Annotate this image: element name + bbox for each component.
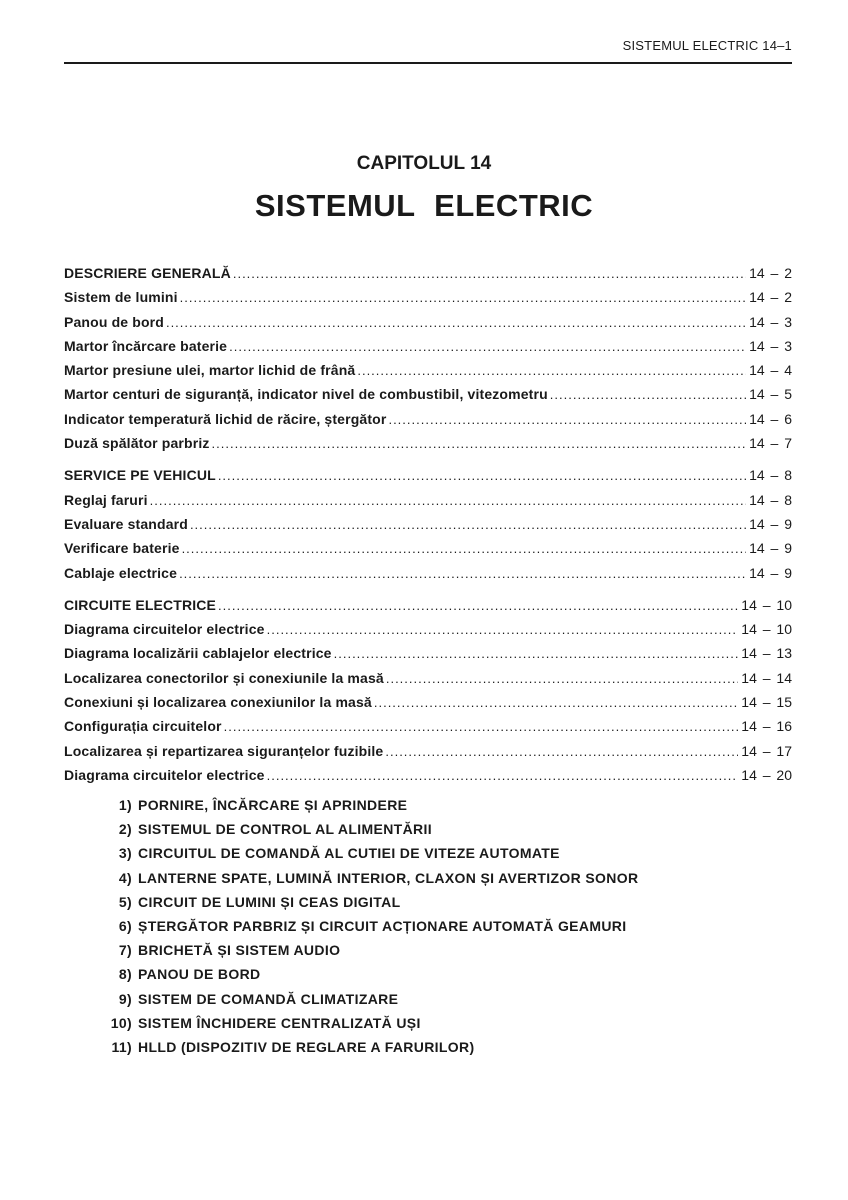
toc-entry-label: Martor încărcare baterie — [64, 337, 228, 354]
toc-entry[interactable] — [64, 265, 792, 289]
circuit-list-text: SISTEM ÎNCHIDERE CENTRALIZATĂ UȘI — [138, 1014, 421, 1031]
circuit-list-item — [96, 942, 786, 966]
toc-dot-leader — [550, 387, 746, 402]
circuit-list-item — [96, 918, 786, 942]
circuit-list-number: 2) — [118, 821, 132, 838]
toc-entry-label: Verificare baterie — [64, 540, 180, 557]
circuit-list-text: LANTERNE SPATE, LUMINĂ INTERIOR, CLAXON ȘI AVERTIZOR SONOR — [138, 869, 639, 886]
toc-entry-label: Diagrama circuitelor electrice — [64, 621, 265, 638]
toc-entry[interactable] — [64, 670, 792, 694]
toc-entry-label: Evaluare standard — [64, 515, 188, 532]
circuit-list-text: SISTEMUL DE CONTROL AL ALIMENTĂRII — [138, 821, 432, 838]
toc-entry[interactable] — [64, 621, 792, 645]
chapter-title: SISTEMUL ELECTRIC — [254, 188, 594, 223]
toc-entry-label: Diagrama localizării cablajelor electrice — [64, 645, 332, 662]
toc-entry-page: 14 – 9 — [749, 564, 792, 581]
toc-dot-leader — [374, 695, 738, 710]
toc-dot-leader — [388, 412, 746, 427]
toc-entry-page: 14 – 6 — [749, 410, 792, 427]
circuit-list-number: 6) — [118, 917, 132, 934]
toc-entry[interactable] — [64, 540, 792, 564]
circuit-list-text: SISTEM DE COMANDĂ CLIMATIZARE — [138, 990, 399, 1007]
toc-entry-label: Martor centuri de siguranță, indicator nivel de combustibil, vitezometru — [64, 386, 548, 403]
toc-entry[interactable] — [64, 694, 792, 718]
toc-dot-leader — [386, 671, 738, 686]
toc-entry[interactable] — [64, 411, 792, 435]
circuit-list-text: CIRCUIT DE LUMINI ȘI CEAS DIGITAL — [138, 893, 401, 910]
circuit-list-number: 10) — [110, 1014, 132, 1031]
circuit-list-number: 9) — [118, 990, 132, 1007]
running-header: SISTEMUL ELECTRIC 14–1 — [622, 38, 792, 53]
circuit-diagram-list — [96, 797, 786, 1063]
toc-dot-leader — [190, 517, 746, 532]
toc-entry-page: 14 – 8 — [749, 467, 792, 484]
circuit-list-number: 4) — [118, 869, 132, 886]
toc-entry-page: 14 – 17 — [741, 742, 792, 759]
toc-dot-leader — [218, 598, 738, 613]
toc-entry[interactable] — [64, 718, 792, 742]
circuit-list-number: 11) — [111, 1038, 132, 1055]
circuit-list-item — [96, 1039, 786, 1063]
circuit-list-item — [96, 966, 786, 990]
toc-entry-page: 14 – 4 — [749, 362, 792, 379]
circuit-list-item — [96, 991, 786, 1015]
toc-entry-label: Martor presiune ulei, martor lichid de frână — [64, 362, 356, 379]
circuit-list-text: CIRCUITUL DE COMANDĂ AL CUTIEI DE VITEZE AUTOMATE — [138, 845, 560, 862]
toc-entry[interactable] — [64, 743, 792, 767]
toc-section — [64, 597, 792, 791]
toc-entry[interactable] — [64, 386, 792, 410]
toc-dot-leader — [334, 646, 739, 661]
toc-entry-page: 14 – 14 — [741, 669, 792, 686]
toc-entry-page: 14 – 9 — [749, 540, 792, 557]
toc-entry-label: Conexiuni și localizarea conexiunilor la masă — [64, 694, 372, 711]
toc-entry-page: 14 – 13 — [741, 645, 792, 662]
toc-dot-leader — [212, 436, 747, 451]
toc-entry[interactable] — [64, 314, 792, 338]
toc-dot-leader — [180, 290, 746, 305]
toc-entry-page: 14 – 10 — [741, 596, 792, 613]
toc-entry-label: Cablaje electrice — [64, 564, 178, 581]
toc-dot-leader — [233, 266, 746, 281]
chapter-label: CAPITOLUL 14 — [356, 153, 492, 174]
toc-entry-page: 14 – 7 — [749, 435, 792, 452]
toc-dot-leader — [179, 566, 746, 581]
toc-dot-leader — [267, 768, 739, 783]
table-of-contents — [64, 265, 792, 799]
circuit-list-item — [96, 894, 786, 918]
toc-entry-label: SERVICE PE VEHICUL — [64, 467, 216, 484]
toc-dot-leader — [229, 339, 746, 354]
toc-entry-label: DESCRIERE GENERALĂ — [64, 265, 231, 281]
toc-dot-leader — [218, 468, 746, 483]
toc-entry-label: Panou de bord — [64, 313, 164, 330]
toc-entry-label: Duză spălător parbriz — [64, 435, 210, 452]
toc-entry-page: 14 – 5 — [749, 386, 792, 403]
toc-dot-leader — [267, 622, 739, 637]
toc-entry-page: 14 – 2 — [749, 289, 792, 306]
toc-entry-page: 14 – 2 — [749, 265, 792, 281]
circuit-list-item — [96, 821, 786, 845]
toc-entry-label: CIRCUITE ELECTRICE — [64, 596, 217, 613]
circuit-list-text: PANOU DE BORD — [138, 966, 261, 983]
toc-entry-page: 14 – 10 — [741, 621, 792, 638]
toc-entry-label: Diagrama circuitelor electrice — [64, 766, 265, 783]
circuit-list-number: 5) — [118, 893, 132, 910]
toc-entry[interactable] — [64, 338, 792, 362]
header-rule — [64, 62, 792, 64]
toc-entry[interactable] — [64, 645, 792, 669]
circuit-list-number: 1) — [118, 797, 132, 813]
circuit-list-item — [96, 1015, 786, 1039]
toc-entry[interactable] — [64, 362, 792, 386]
toc-section — [64, 265, 792, 459]
circuit-list-number: 8) — [118, 966, 132, 983]
circuit-list-number: 7) — [118, 942, 132, 959]
toc-entry-page: 14 – 3 — [749, 337, 792, 354]
toc-entry[interactable] — [64, 597, 792, 621]
circuit-list-item — [96, 870, 786, 894]
toc-entry[interactable] — [64, 492, 792, 516]
toc-dot-leader — [150, 493, 746, 508]
toc-entry-page: 14 – 15 — [741, 694, 792, 711]
circuit-list-item — [96, 845, 786, 869]
toc-dot-leader — [182, 541, 747, 556]
toc-entry-page: 14 – 3 — [749, 313, 792, 330]
toc-entry-page: 14 – 9 — [749, 515, 792, 532]
toc-entry[interactable] — [64, 565, 792, 589]
toc-entry-label: Configurația circuitelor — [64, 718, 222, 735]
toc-entry-page: 14 – 16 — [741, 718, 792, 735]
circuit-list-text: PORNIRE, ÎNCĂRCARE ȘI APRINDERE — [138, 797, 408, 813]
circuit-list-number: 3) — [118, 845, 132, 862]
toc-entry-label: Localizarea conectorilor și conexiunile la masă — [64, 669, 384, 686]
toc-entry[interactable] — [64, 516, 792, 540]
toc-entry-label: Indicator temperatură lichid de răcire, ștergător — [64, 410, 387, 427]
toc-dot-leader — [357, 363, 746, 378]
toc-entry[interactable] — [64, 467, 792, 491]
toc-dot-leader — [224, 719, 739, 734]
circuit-list-text: HLLD (DISPOZITIV DE REGLARE A FARURILOR) — [138, 1038, 475, 1055]
circuit-list-text: ȘTERGĂTOR PARBRIZ ȘI CIRCUIT ACȚIONARE AUTOMATĂ GEAMURI — [138, 917, 627, 934]
toc-entry-label: Localizarea și repartizarea siguranțelor fuzibile — [64, 742, 384, 759]
toc-entry[interactable] — [64, 289, 792, 313]
toc-entry-page: 14 – 8 — [749, 491, 792, 508]
toc-entry-page: 14 – 20 — [741, 766, 792, 783]
toc-entry[interactable] — [64, 435, 792, 459]
toc-section — [64, 467, 792, 588]
toc-dot-leader — [166, 315, 746, 330]
toc-entry-label: Sistem de lumini — [64, 289, 178, 306]
circuit-list-item — [96, 797, 786, 821]
toc-entry-label: Reglaj faruri — [64, 491, 148, 508]
circuit-list-text: BRICHETĂ ȘI SISTEM AUDIO — [138, 942, 341, 959]
toc-dot-leader — [385, 744, 738, 759]
toc-entry[interactable] — [64, 767, 792, 791]
